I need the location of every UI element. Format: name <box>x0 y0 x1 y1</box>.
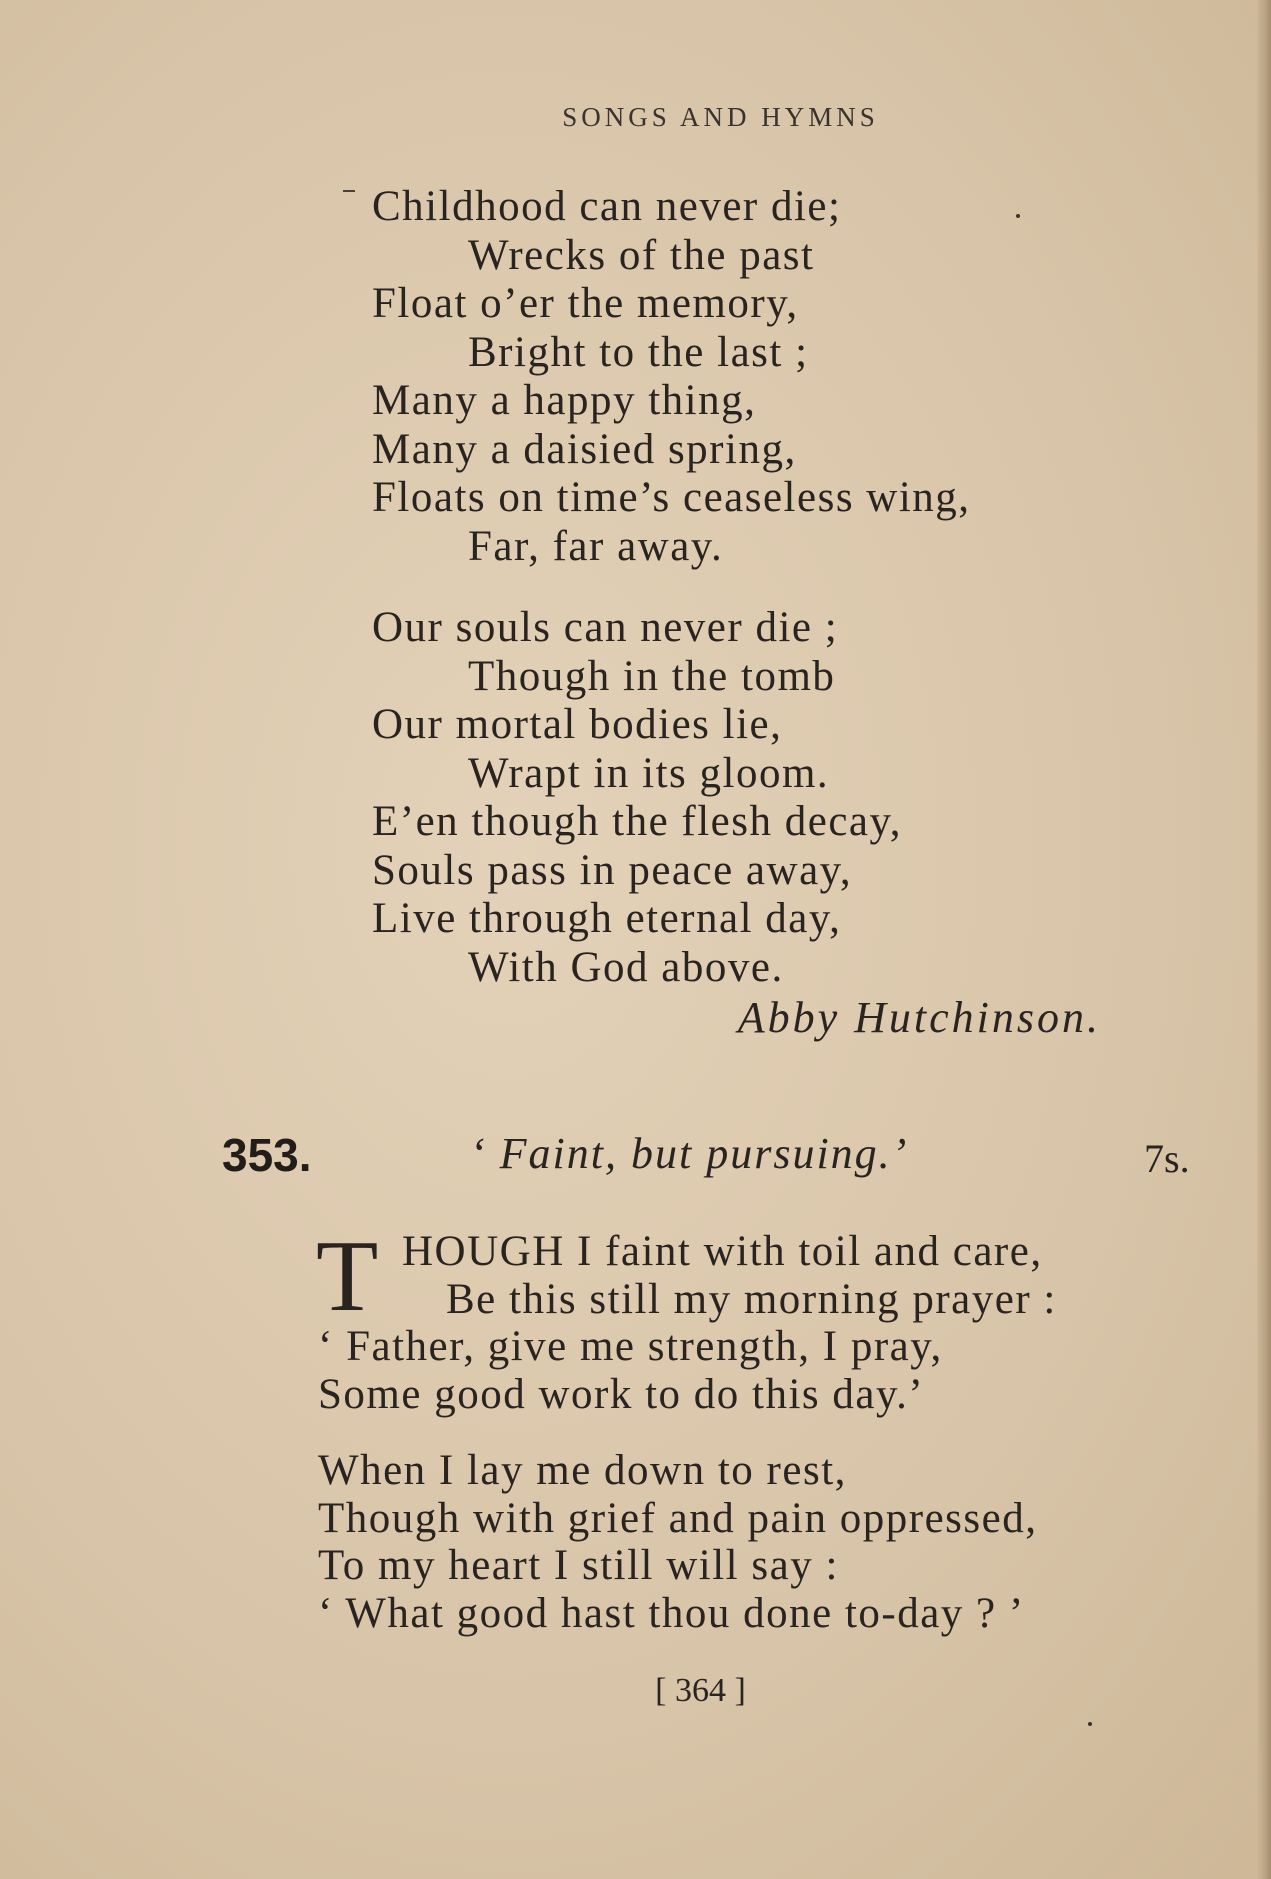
verse-line: E’en though the flesh decay, <box>372 798 902 845</box>
verse-line: Our souls can never die ; <box>372 604 839 651</box>
verse-line: Some good work to do this day.’ <box>318 1370 925 1418</box>
verse-line: ‘ Father, give me strength, I pray, <box>318 1323 943 1370</box>
hymn-number: 353. <box>222 1129 312 1181</box>
verse-line: Wrecks of the past <box>468 231 815 279</box>
verse-line: With God above. <box>468 943 784 991</box>
verse-line: Many a happy thing, <box>372 377 757 424</box>
verse-line: When I lay me down to rest, <box>318 1447 847 1494</box>
verse-line: Bright to the last ; <box>468 328 809 376</box>
verse-line: Though with grief and pain oppressed, <box>318 1494 1038 1542</box>
verse-line: Floats on time’s ceaseless wing, <box>372 474 971 521</box>
page-number: [ 364 ] <box>655 1672 746 1709</box>
verse-line: Souls pass in peace away, <box>372 846 853 894</box>
hymn-meter: 7s. <box>1144 1136 1190 1181</box>
hymn-title: ‘ Faint, but pursuing.’ <box>470 1129 909 1178</box>
verse-line: Our mortal bodies lie, <box>372 701 783 748</box>
verse-line: Live through eternal day, <box>372 895 842 942</box>
author-attribution: Abby Hutchinson. <box>737 993 1101 1042</box>
hymn-stanza-2 <box>318 1447 1037 1637</box>
ink-speck <box>1016 214 1020 218</box>
verse-line: Wrapt in its gloom. <box>468 749 830 797</box>
ink-speck <box>1088 1722 1092 1726</box>
verse-line: Many a daisied spring, <box>372 425 797 473</box>
poem-stanza-1 <box>372 183 971 571</box>
poem-stanza-2 <box>372 604 902 992</box>
running-header: SONGS AND HYMNS <box>562 102 879 132</box>
verse-line: Float o’er the memory, <box>372 280 799 327</box>
verse-line: Far, far away. <box>468 522 724 570</box>
page-edge <box>1257 0 1271 1879</box>
verse-line: Be this still my morning prayer : <box>446 1275 1057 1323</box>
verse-line: Though in the tomb <box>468 652 836 700</box>
verse-line: Childhood can never die; <box>372 183 842 230</box>
verse-line: HOUGH I faint with toil and care, <box>402 1228 1043 1275</box>
stray-mark <box>343 190 355 192</box>
hymn-stanza-1 <box>316 1220 1057 1418</box>
verse-line: To my heart I still will say : <box>318 1542 839 1589</box>
drop-cap: T <box>316 1220 379 1333</box>
verse-line: ‘ What good hast thou done to-day ? ’ <box>318 1589 1025 1637</box>
